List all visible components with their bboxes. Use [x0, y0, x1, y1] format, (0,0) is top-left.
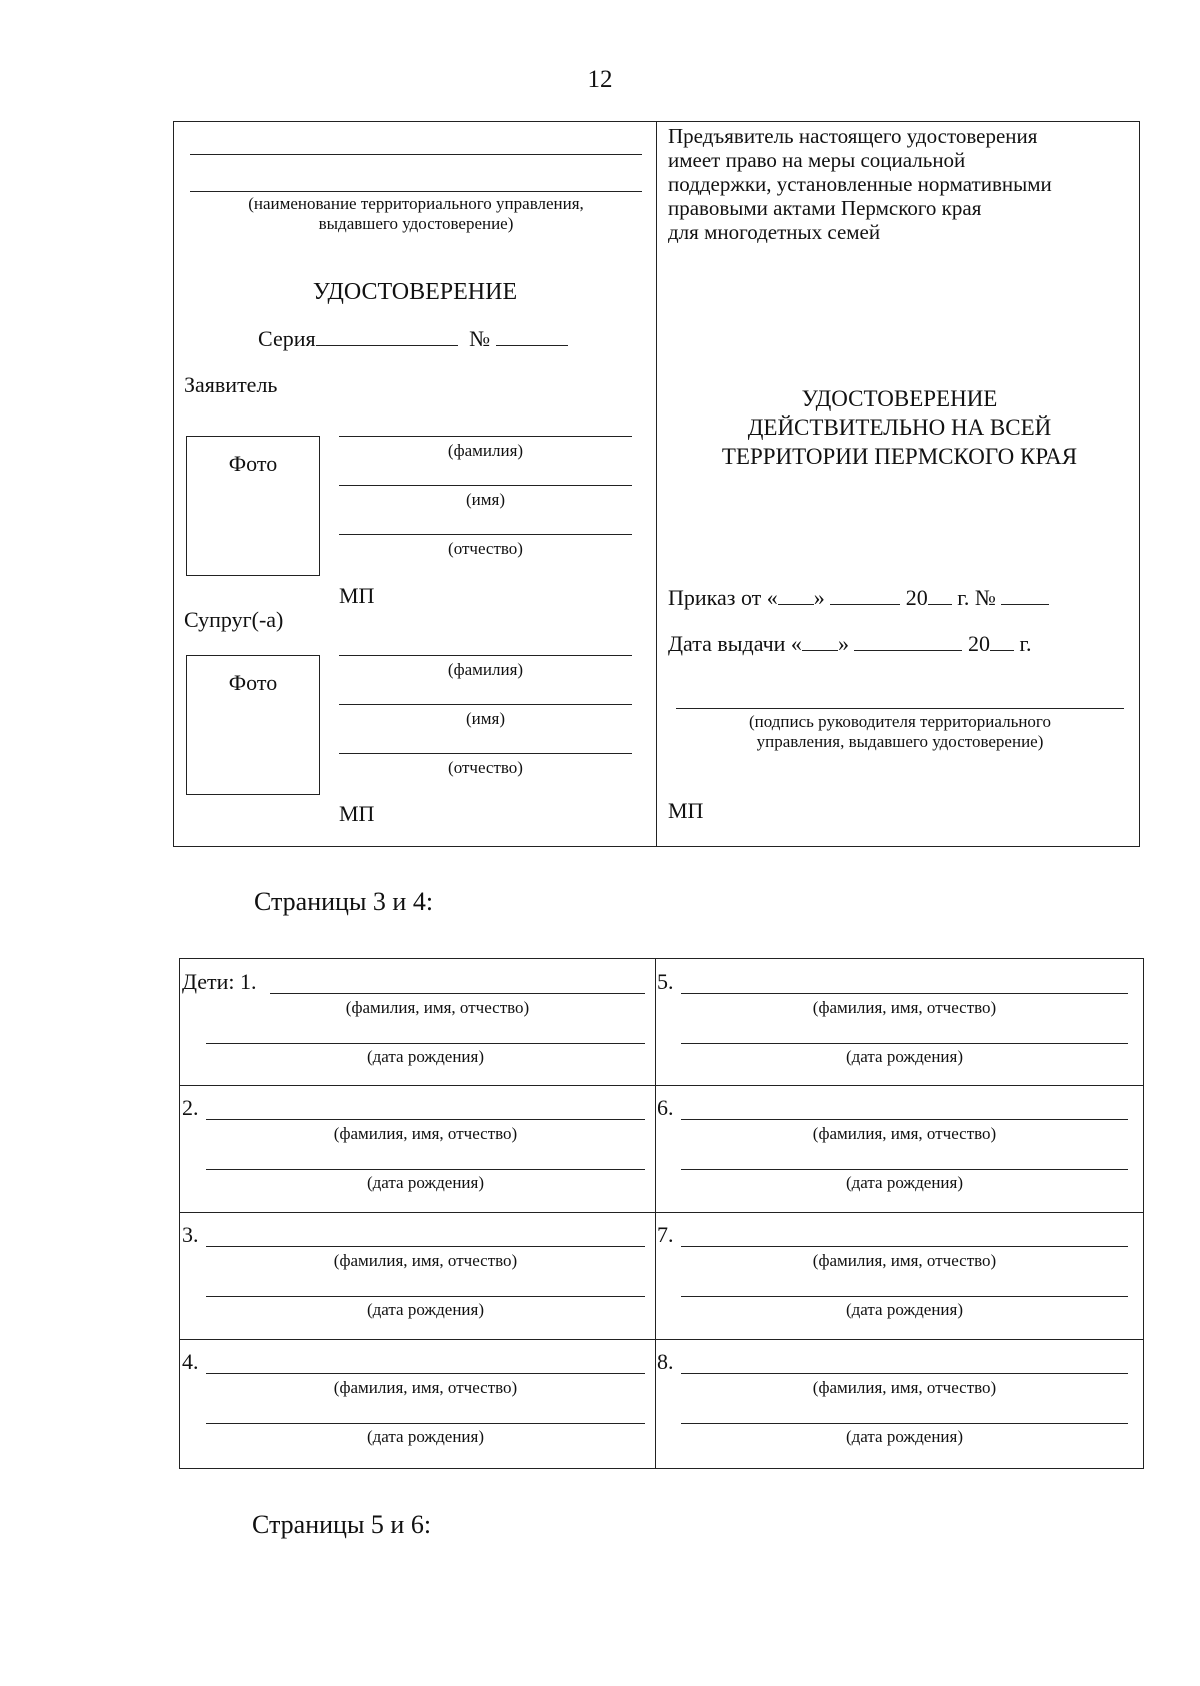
- issue-month-field[interactable]: [854, 632, 962, 651]
- child-7-birth-line[interactable]: [681, 1296, 1128, 1297]
- child-3-birth-line[interactable]: [206, 1296, 645, 1297]
- series-label: Серия: [258, 326, 316, 351]
- certificate-spread: [173, 121, 1140, 847]
- spouse-patronymic-caption: (отчество): [448, 758, 523, 777]
- child-8-birth-caption: (дата рождения): [845, 1427, 964, 1446]
- applicant-photo-box: [186, 436, 320, 576]
- spouse-patronymic-line[interactable]: [339, 753, 632, 754]
- section-title-pages-5-6: Страницы 5 и 6:: [252, 1510, 432, 1539]
- spouse-photo-label: Фото: [228, 670, 278, 695]
- child-number-6: 6.: [657, 1095, 674, 1120]
- child-3-birth-caption: (дата рождения): [366, 1300, 485, 1319]
- page-number: 12: [587, 66, 613, 93]
- child-8-fio-line[interactable]: [681, 1373, 1128, 1374]
- applicant-patronymic-caption: (отчество): [448, 539, 523, 558]
- child-cell-6: [655, 1085, 1143, 1212]
- issue-year-prefix: 20: [967, 631, 990, 656]
- child-6-fio-line[interactable]: [681, 1119, 1128, 1120]
- child-number-5: 5.: [657, 969, 674, 994]
- order-prefix: Приказ от «: [668, 585, 778, 610]
- child-cell-1: [180, 959, 655, 1085]
- issuer-line-2: [190, 191, 642, 192]
- order-year-prefix: 20: [905, 585, 928, 610]
- order-day-field[interactable]: [778, 586, 814, 605]
- child-3-fio-caption: (фамилия, имя, отчество): [333, 1251, 518, 1270]
- spouse-label: Супруг(-а): [184, 607, 284, 632]
- fold-divider: [656, 122, 657, 846]
- child-1-fio-line[interactable]: [270, 993, 645, 994]
- child-number-3: 3.: [182, 1222, 199, 1247]
- section-title-pages-3-4: Страницы 3 и 4:: [254, 887, 434, 916]
- series-number-row: [258, 327, 568, 351]
- spouse-name-caption: (имя): [466, 709, 505, 728]
- issue-prefix: Дата выдачи «: [668, 631, 802, 656]
- child-6-fio-caption: (фамилия, имя, отчество): [812, 1124, 997, 1143]
- certificate-title: УДОСТОВЕРЕНИЕ: [312, 279, 518, 305]
- child-7-fio-line[interactable]: [681, 1246, 1128, 1247]
- child-2-fio-line[interactable]: [206, 1119, 645, 1120]
- series-field[interactable]: [316, 327, 458, 346]
- signature-caption: (подпись руководителя территориального управления, выдавшего удостоверение): [749, 712, 1051, 751]
- child-cell-4: [180, 1339, 655, 1468]
- order-row: [668, 586, 1049, 610]
- right-stamp-label: МП: [668, 798, 704, 823]
- spouse-surname-caption: (фамилия): [447, 660, 524, 679]
- signature-line[interactable]: [676, 708, 1124, 709]
- child-4-birth-caption: (дата рождения): [366, 1427, 485, 1446]
- child-number-2: 2.: [182, 1095, 199, 1120]
- number-field[interactable]: [496, 327, 568, 346]
- child-cell-3: [180, 1212, 655, 1339]
- order-suffix: г. №: [957, 585, 996, 610]
- child-8-birth-line[interactable]: [681, 1423, 1128, 1424]
- child-number-4: 4.: [182, 1349, 199, 1374]
- spouse-stamp-label: МП: [339, 801, 375, 826]
- child-6-birth-line[interactable]: [681, 1169, 1128, 1170]
- child-cell-5: [655, 959, 1143, 1085]
- applicant-surname-caption: (фамилия): [447, 441, 524, 460]
- issue-suffix: г.: [1019, 631, 1032, 656]
- issue-year-field[interactable]: [990, 632, 1014, 651]
- applicant-name-caption: (имя): [466, 490, 505, 509]
- child-number-7: 7.: [657, 1222, 674, 1247]
- spouse-photo-box: [186, 655, 320, 795]
- child-2-fio-caption: (фамилия, имя, отчество): [333, 1124, 518, 1143]
- child-1-birth-line[interactable]: [206, 1043, 645, 1044]
- child-5-fio-line[interactable]: [681, 993, 1128, 994]
- spouse-name-line[interactable]: [339, 704, 632, 705]
- number-label: №: [469, 326, 491, 351]
- child-1-birth-caption: (дата рождения): [366, 1047, 485, 1066]
- applicant-surname-line[interactable]: [339, 436, 632, 437]
- child-7-birth-caption: (дата рождения): [845, 1300, 964, 1319]
- applicant-photo-label: Фото: [228, 451, 278, 476]
- child-cell-8: [655, 1339, 1143, 1468]
- child-5-birth-line[interactable]: [681, 1043, 1128, 1044]
- validity-text: УДОСТОВЕРЕНИЕ ДЕЙСТВИТЕЛЬНО НА ВСЕЙ ТЕРРИТОРИИ ПЕРМСКОГО КРАЯ: [721, 386, 1078, 469]
- child-1-fio-caption: (фамилия, имя, отчество): [345, 998, 530, 1017]
- child-6-birth-caption: (дата рождения): [845, 1173, 964, 1192]
- child-cell-2: [180, 1085, 655, 1212]
- child-number-1: Дети: 1.: [182, 969, 257, 994]
- child-cell-7: [655, 1212, 1143, 1339]
- order-mid: »: [813, 585, 825, 610]
- child-8-fio-caption: (фамилия, имя, отчество): [812, 1378, 997, 1397]
- children-table: [179, 958, 1144, 1469]
- order-year-field[interactable]: [928, 586, 952, 605]
- child-2-birth-caption: (дата рождения): [366, 1173, 485, 1192]
- applicant-stamp-label: МП: [339, 583, 375, 608]
- child-2-birth-line[interactable]: [206, 1169, 645, 1170]
- child-4-fio-caption: (фамилия, имя, отчество): [333, 1378, 518, 1397]
- child-4-birth-line[interactable]: [206, 1423, 645, 1424]
- child-4-fio-line[interactable]: [206, 1373, 645, 1374]
- child-5-birth-caption: (дата рождения): [845, 1047, 964, 1066]
- issue-mid: »: [837, 631, 849, 656]
- child-number-8: 8.: [657, 1349, 674, 1374]
- child-3-fio-line[interactable]: [206, 1246, 645, 1247]
- applicant-name-line[interactable]: [339, 485, 632, 486]
- order-number-field[interactable]: [1001, 586, 1049, 605]
- spouse-surname-line[interactable]: [339, 655, 632, 656]
- issuer-line-1: [190, 154, 642, 155]
- order-month-field[interactable]: [830, 586, 900, 605]
- applicant-patronymic-line[interactable]: [339, 534, 632, 535]
- issuer-caption: (наименование территориального управления, выдавшего удостоверение): [248, 194, 584, 233]
- issue-date-row: [668, 632, 1031, 656]
- rights-text: Предъявитель настоящего удостоверения имеет право на меры социальной поддержки, установленные нормативными правовыми актами Пермского края для многодетных семей: [668, 124, 1052, 244]
- applicant-label: Заявитель: [184, 372, 278, 397]
- child-5-fio-caption: (фамилия, имя, отчество): [812, 998, 997, 1017]
- issue-day-field[interactable]: [802, 632, 838, 651]
- child-7-fio-caption: (фамилия, имя, отчество): [812, 1251, 997, 1270]
